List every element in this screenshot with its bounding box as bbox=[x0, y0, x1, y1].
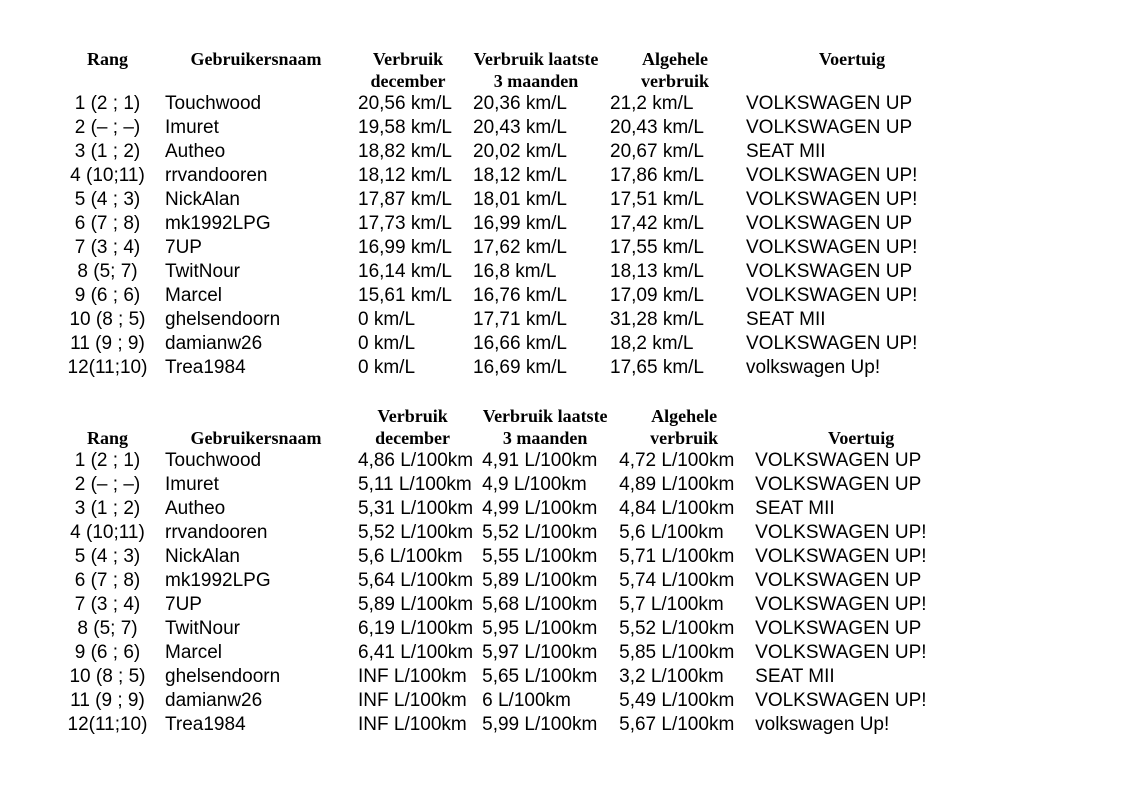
last-3-months-consumption-cell: 6 L/100km bbox=[482, 690, 571, 711]
overall-consumption-cell: 5,85 L/100km bbox=[619, 642, 735, 663]
rank-cell: 11 (9 ; 9) bbox=[70, 333, 145, 354]
overall-consumption-cell: 20,43 km/L bbox=[610, 117, 704, 138]
overall-consumption-cell: 5,6 L/100km bbox=[619, 522, 724, 543]
leaderboard-table-liter-per-100km bbox=[55, 405, 971, 737]
december-consumption-cell: 16,14 km/L bbox=[358, 261, 452, 282]
vehicle-cell: VOLKSWAGEN UP! bbox=[755, 594, 927, 615]
table-row bbox=[55, 617, 971, 641]
last-3-months-consumption-cell: 18,01 km/L bbox=[473, 189, 567, 210]
header-line: Verbruik laatste bbox=[482, 406, 608, 426]
username-cell: Touchwood bbox=[165, 93, 262, 114]
last-3-months-consumption-cell: 5,52 L/100km bbox=[482, 522, 598, 543]
vehicle-cell: VOLKSWAGEN UP bbox=[755, 450, 922, 471]
username-cell: Trea1984 bbox=[165, 714, 246, 735]
last-3-months-consumption-cell: 17,62 km/L bbox=[473, 237, 567, 258]
last-3-months-consumption-cell: 20,36 km/L bbox=[473, 93, 567, 114]
table-row bbox=[55, 545, 971, 569]
vehicle-cell: SEAT MII bbox=[755, 666, 835, 687]
header-rank bbox=[55, 48, 160, 92]
rank-cell: 8 (5; 7) bbox=[77, 261, 138, 282]
overall-consumption-cell: 5,7 L/100km bbox=[619, 594, 724, 615]
overall-consumption-cell: 5,74 L/100km bbox=[619, 570, 735, 591]
username-cell: 7UP bbox=[165, 594, 202, 615]
table-row bbox=[55, 92, 962, 116]
vehicle-cell: VOLKSWAGEN UP bbox=[746, 117, 913, 138]
table-body bbox=[55, 449, 971, 737]
december-consumption-cell: 18,82 km/L bbox=[358, 141, 452, 162]
last-3-months-consumption-cell: 5,68 L/100km bbox=[482, 594, 598, 615]
table-row bbox=[55, 689, 971, 713]
table-body bbox=[55, 92, 962, 380]
header-username bbox=[160, 48, 352, 92]
overall-consumption-cell: 5,67 L/100km bbox=[619, 714, 735, 735]
header-row bbox=[55, 405, 971, 449]
rank-cell: 1 (2 ; 1) bbox=[74, 93, 141, 114]
vehicle-cell: VOLKSWAGEN UP! bbox=[746, 237, 918, 258]
header-overall-consumption bbox=[617, 405, 751, 449]
rank-cell: 12(11;10) bbox=[67, 357, 148, 378]
rank-cell: 9 (6 ; 6) bbox=[74, 642, 141, 663]
december-consumption-cell: 5,89 L/100km bbox=[358, 594, 474, 615]
vehicle-cell: VOLKSWAGEN UP! bbox=[755, 522, 927, 543]
rank-cell: 1 (2 ; 1) bbox=[74, 450, 141, 471]
username-cell: Touchwood bbox=[165, 450, 262, 471]
december-consumption-cell: INF L/100km bbox=[358, 714, 467, 735]
leaderboard-table-km-per-liter bbox=[55, 48, 962, 380]
username-cell: 7UP bbox=[165, 237, 202, 258]
username-cell: Imuret bbox=[165, 474, 219, 495]
overall-consumption-cell: 18,2 km/L bbox=[610, 333, 694, 354]
overall-consumption-cell: 17,65 km/L bbox=[610, 357, 704, 378]
username-cell: NickAlan bbox=[165, 189, 240, 210]
overall-consumption-cell: 17,51 km/L bbox=[610, 189, 704, 210]
username-cell: Marcel bbox=[165, 285, 223, 306]
overall-consumption-cell: 17,55 km/L bbox=[610, 237, 704, 258]
header-consumption-last-3-months bbox=[464, 48, 608, 92]
username-cell: TwitNour bbox=[165, 618, 240, 639]
table-row bbox=[55, 236, 962, 260]
rank-cell: 6 (7 ; 8) bbox=[74, 213, 141, 234]
username-cell: damianw26 bbox=[165, 333, 263, 354]
last-3-months-consumption-cell: 4,9 L/100km bbox=[482, 474, 587, 495]
vehicle-cell: VOLKSWAGEN UP bbox=[746, 213, 913, 234]
december-consumption-cell: 16,99 km/L bbox=[358, 237, 452, 258]
table-row bbox=[55, 713, 971, 737]
username-cell: rrvandooren bbox=[165, 522, 268, 543]
vehicle-cell: VOLKSWAGEN UP! bbox=[755, 642, 927, 663]
december-consumption-cell: 0 km/L bbox=[358, 309, 416, 330]
vehicle-cell: SEAT MII bbox=[755, 498, 835, 519]
december-consumption-cell: 17,87 km/L bbox=[358, 189, 452, 210]
vehicle-cell: SEAT MII bbox=[746, 309, 826, 330]
username-cell: ghelsendoorn bbox=[165, 309, 281, 330]
header-consumption-last-3-months bbox=[473, 405, 617, 449]
header-consumption-december bbox=[352, 48, 464, 92]
vehicle-cell: VOLKSWAGEN UP! bbox=[755, 690, 927, 711]
header-line: Voertuig bbox=[818, 49, 886, 69]
rank-cell: 6 (7 ; 8) bbox=[74, 570, 141, 591]
december-consumption-cell: 6,41 L/100km bbox=[358, 642, 474, 663]
header-line: Rang bbox=[86, 49, 128, 69]
header-line: Algehele bbox=[651, 406, 718, 426]
rank-cell: 11 (9 ; 9) bbox=[70, 690, 145, 711]
december-consumption-cell: 17,73 km/L bbox=[358, 213, 452, 234]
vehicle-cell: SEAT MII bbox=[746, 141, 826, 162]
december-consumption-cell: 5,64 L/100km bbox=[358, 570, 474, 591]
table-header bbox=[55, 48, 962, 92]
username-cell: ghelsendoorn bbox=[165, 666, 281, 687]
vehicle-cell: VOLKSWAGEN UP bbox=[755, 618, 922, 639]
december-consumption-cell: 4,86 L/100km bbox=[358, 450, 474, 471]
username-cell: rrvandooren bbox=[165, 165, 268, 186]
rank-cell: 7 (3 ; 4) bbox=[74, 237, 141, 258]
december-consumption-cell: 20,56 km/L bbox=[358, 93, 452, 114]
rank-cell: 8 (5; 7) bbox=[77, 618, 138, 639]
rank-cell: 5 (4 ; 3) bbox=[74, 189, 141, 210]
vehicle-cell: VOLKSWAGEN UP! bbox=[746, 285, 918, 306]
rank-cell: 5 (4 ; 3) bbox=[74, 546, 141, 567]
overall-consumption-cell: 4,84 L/100km bbox=[619, 498, 735, 519]
rank-cell: 3 (1 ; 2) bbox=[74, 498, 141, 519]
header-line: Verbruik bbox=[372, 49, 444, 69]
overall-consumption-cell: 21,2 km/L bbox=[610, 93, 694, 114]
rank-cell: 2 (– ; –) bbox=[74, 474, 141, 495]
overall-consumption-cell: 3,2 L/100km bbox=[619, 666, 724, 687]
table-row bbox=[55, 356, 962, 380]
header-vehicle bbox=[742, 48, 962, 92]
last-3-months-consumption-cell: 5,89 L/100km bbox=[482, 570, 598, 591]
username-cell: damianw26 bbox=[165, 690, 263, 711]
vehicle-cell: VOLKSWAGEN UP! bbox=[746, 333, 918, 354]
overall-consumption-cell: 17,09 km/L bbox=[610, 285, 704, 306]
username-cell: mk1992LPG bbox=[165, 213, 271, 234]
last-3-months-consumption-cell: 5,55 L/100km bbox=[482, 546, 598, 567]
overall-consumption-cell: 18,13 km/L bbox=[610, 261, 704, 282]
header-line: december bbox=[370, 71, 446, 91]
table-row bbox=[55, 473, 971, 497]
header-line: Rang bbox=[86, 428, 128, 448]
december-consumption-cell: INF L/100km bbox=[358, 690, 467, 711]
table-row bbox=[55, 569, 971, 593]
header-consumption-december bbox=[352, 405, 473, 449]
rank-cell: 9 (6 ; 6) bbox=[74, 285, 141, 306]
table-row bbox=[55, 116, 962, 140]
username-cell: Trea1984 bbox=[165, 357, 246, 378]
username-cell: Autheo bbox=[165, 141, 226, 162]
last-3-months-consumption-cell: 5,65 L/100km bbox=[482, 666, 598, 687]
username-cell: Marcel bbox=[165, 642, 223, 663]
december-consumption-cell: 0 km/L bbox=[358, 333, 416, 354]
header-username bbox=[160, 405, 352, 449]
vehicle-cell: VOLKSWAGEN UP! bbox=[746, 165, 918, 186]
last-3-months-consumption-cell: 18,12 km/L bbox=[473, 165, 567, 186]
table-row bbox=[55, 449, 971, 473]
vehicle-cell: VOLKSWAGEN UP bbox=[755, 570, 922, 591]
header-line: Verbruik laatste bbox=[473, 49, 599, 69]
username-cell: NickAlan bbox=[165, 546, 240, 567]
header-line: Gebruikersnaam bbox=[190, 49, 322, 69]
december-consumption-cell: 5,6 L/100km bbox=[358, 546, 463, 567]
december-consumption-cell: 15,61 km/L bbox=[358, 285, 452, 306]
overall-consumption-cell: 5,52 L/100km bbox=[619, 618, 735, 639]
table-row bbox=[55, 308, 962, 332]
table-row bbox=[55, 641, 971, 665]
username-cell: Imuret bbox=[165, 117, 219, 138]
header-line: Verbruik bbox=[377, 406, 448, 426]
last-3-months-consumption-cell: 5,95 L/100km bbox=[482, 618, 598, 639]
last-3-months-consumption-cell: 20,02 km/L bbox=[473, 141, 567, 162]
rank-cell: 4 (10;11) bbox=[70, 522, 145, 543]
table-row bbox=[55, 332, 962, 356]
rank-cell: 2 (– ; –) bbox=[74, 117, 141, 138]
table-row bbox=[55, 593, 971, 617]
december-consumption-cell: 5,11 L/100km bbox=[358, 474, 472, 495]
table-row bbox=[55, 497, 971, 521]
table-row bbox=[55, 212, 962, 236]
table-row bbox=[55, 260, 962, 284]
table-row bbox=[55, 164, 962, 188]
rank-cell: 12(11;10) bbox=[67, 714, 148, 735]
rank-cell: 7 (3 ; 4) bbox=[74, 594, 141, 615]
vehicle-cell: VOLKSWAGEN UP! bbox=[755, 546, 927, 567]
table-header bbox=[55, 405, 971, 449]
december-consumption-cell: 18,12 km/L bbox=[358, 165, 452, 186]
december-consumption-cell: 5,52 L/100km bbox=[358, 522, 474, 543]
last-3-months-consumption-cell: 16,66 km/L bbox=[473, 333, 567, 354]
overall-consumption-cell: 17,42 km/L bbox=[610, 213, 704, 234]
december-consumption-cell: 19,58 km/L bbox=[358, 117, 452, 138]
rank-cell: 4 (10;11) bbox=[70, 165, 145, 186]
table-row bbox=[55, 521, 971, 545]
header-row bbox=[55, 48, 962, 92]
overall-consumption-cell: 4,89 L/100km bbox=[619, 474, 735, 495]
december-consumption-cell: INF L/100km bbox=[358, 666, 467, 687]
vehicle-cell: VOLKSWAGEN UP! bbox=[746, 189, 918, 210]
vehicle-cell: volkswagen Up! bbox=[746, 357, 881, 378]
header-line: 3 maanden bbox=[493, 71, 579, 91]
table-row bbox=[55, 284, 962, 308]
last-3-months-consumption-cell: 5,99 L/100km bbox=[482, 714, 598, 735]
last-3-months-consumption-cell: 20,43 km/L bbox=[473, 117, 567, 138]
december-consumption-cell: 5,31 L/100km bbox=[358, 498, 474, 519]
vehicle-cell: volkswagen Up! bbox=[755, 714, 890, 735]
username-cell: mk1992LPG bbox=[165, 570, 271, 591]
username-cell: TwitNour bbox=[165, 261, 240, 282]
header-line: december bbox=[375, 428, 451, 448]
header-line: Gebruikersnaam bbox=[190, 428, 322, 448]
header-vehicle bbox=[751, 405, 971, 449]
last-3-months-consumption-cell: 16,76 km/L bbox=[473, 285, 567, 306]
vehicle-cell: VOLKSWAGEN UP bbox=[746, 261, 913, 282]
overall-consumption-cell: 5,71 L/100km bbox=[619, 546, 735, 567]
december-consumption-cell: 0 km/L bbox=[358, 357, 416, 378]
overall-consumption-cell: 31,28 km/L bbox=[610, 309, 704, 330]
header-line: 3 maanden bbox=[502, 428, 588, 448]
last-3-months-consumption-cell: 5,97 L/100km bbox=[482, 642, 598, 663]
rank-cell: 10 (8 ; 5) bbox=[69, 309, 146, 330]
overall-consumption-cell: 17,86 km/L bbox=[610, 165, 704, 186]
last-3-months-consumption-cell: 4,99 L/100km bbox=[482, 498, 598, 519]
header-line: verbruik bbox=[650, 428, 719, 448]
header-line: Algehele bbox=[642, 49, 708, 69]
overall-consumption-cell: 5,49 L/100km bbox=[619, 690, 735, 711]
table-row bbox=[55, 188, 962, 212]
header-line: Voertuig bbox=[827, 428, 895, 448]
header-overall-consumption bbox=[608, 48, 742, 92]
last-3-months-consumption-cell: 4,91 L/100km bbox=[482, 450, 598, 471]
header-rank bbox=[55, 405, 160, 449]
last-3-months-consumption-cell: 16,99 km/L bbox=[473, 213, 567, 234]
username-cell: Autheo bbox=[165, 498, 226, 519]
rank-cell: 10 (8 ; 5) bbox=[69, 666, 146, 687]
header-line: verbruik bbox=[640, 71, 709, 91]
last-3-months-consumption-cell: 16,69 km/L bbox=[473, 357, 567, 378]
december-consumption-cell: 6,19 L/100km bbox=[358, 618, 474, 639]
last-3-months-consumption-cell: 16,8 km/L bbox=[473, 261, 557, 282]
table-row bbox=[55, 140, 962, 164]
table-row bbox=[55, 665, 971, 689]
vehicle-cell: VOLKSWAGEN UP bbox=[755, 474, 922, 495]
last-3-months-consumption-cell: 17,71 km/L bbox=[473, 309, 567, 330]
overall-consumption-cell: 20,67 km/L bbox=[610, 141, 704, 162]
vehicle-cell: VOLKSWAGEN UP bbox=[746, 93, 913, 114]
overall-consumption-cell: 4,72 L/100km bbox=[619, 450, 735, 471]
rank-cell: 3 (1 ; 2) bbox=[74, 141, 141, 162]
